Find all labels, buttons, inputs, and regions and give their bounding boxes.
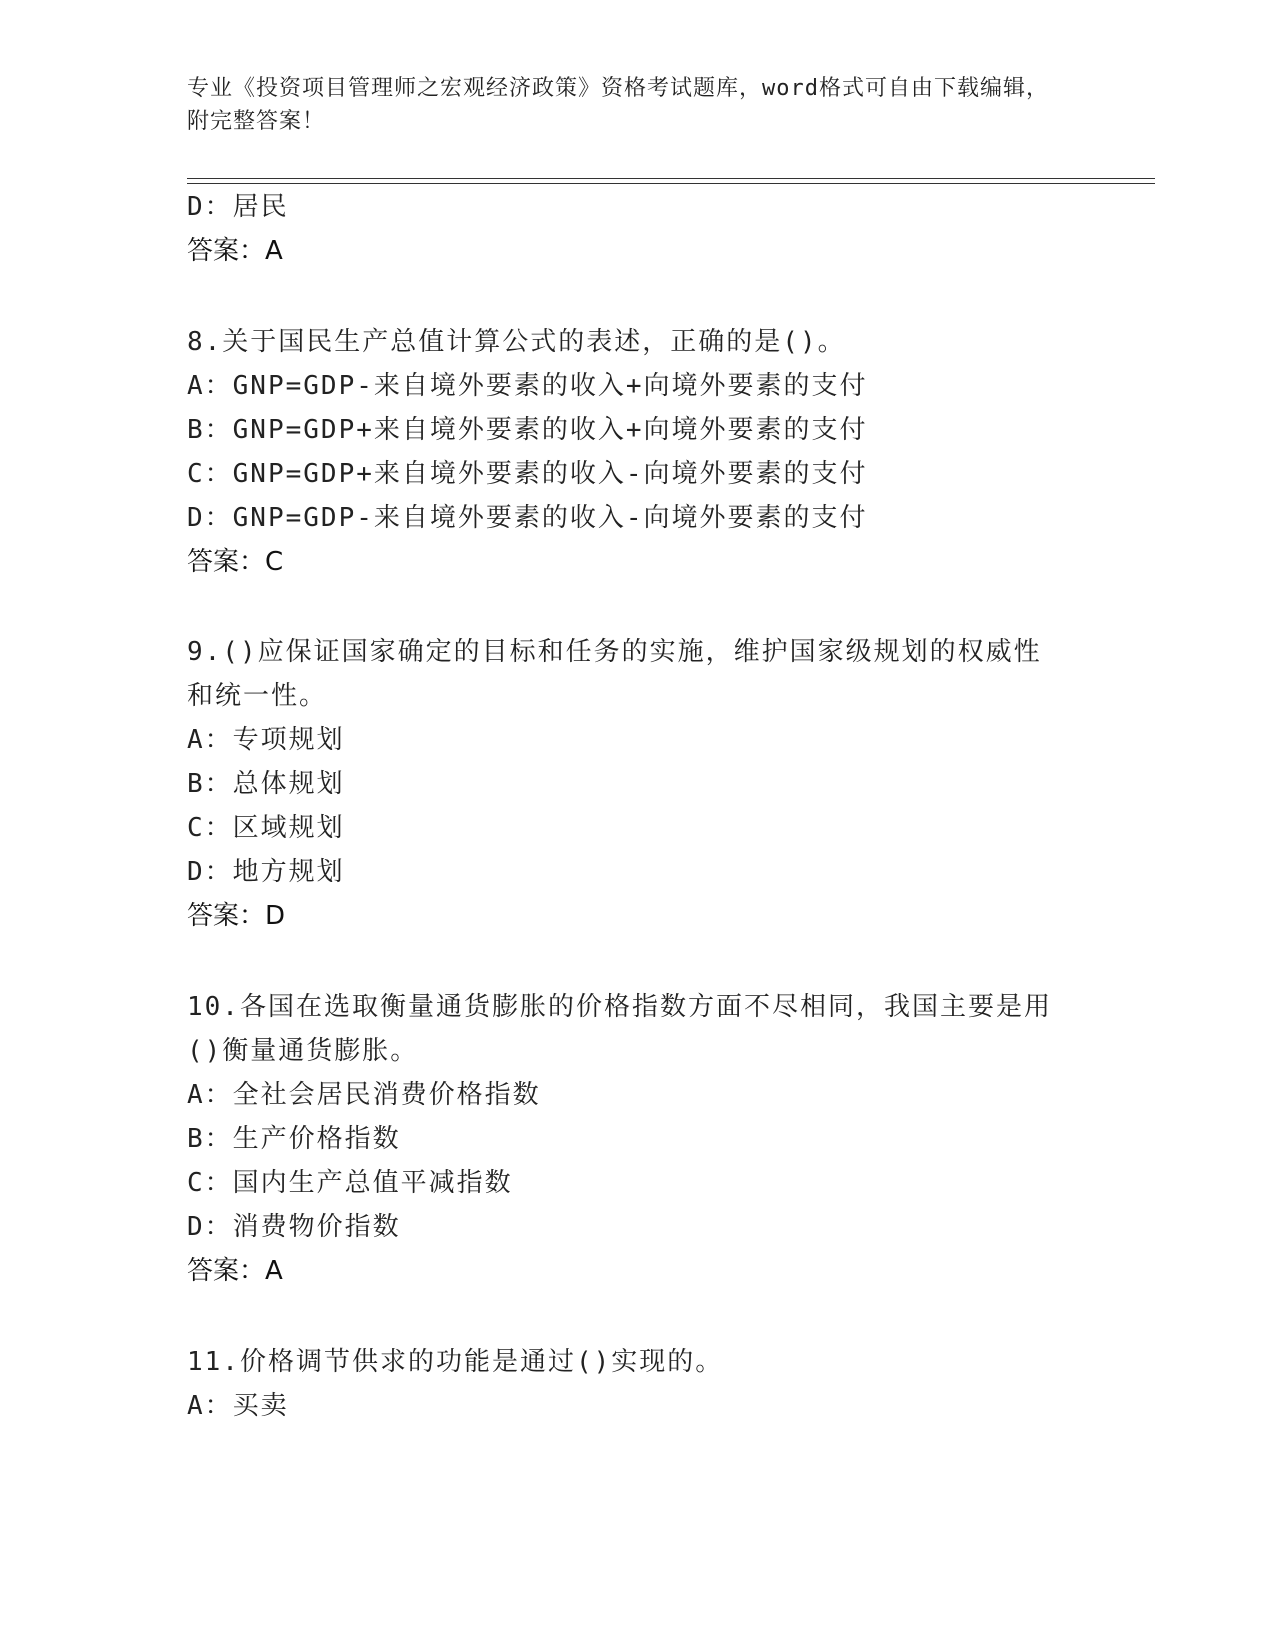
question-line: 10.各国在选取衡量通货膨胀的价格指数方面不尽相同，我国主要是用	[187, 992, 1052, 1022]
option-line: C：GNP=GDP+来自境外要素的收入-向境外要素的支付	[187, 459, 868, 489]
option-line: D：居民	[187, 192, 289, 222]
document-header: 专业《投资项目管理师之宏观经济政策》资格考试题库，word格式可自由下载编辑，附完整答案！	[187, 76, 1049, 134]
question-line: ()衡量通货膨胀。	[187, 1036, 419, 1066]
question-line: 11.价格调节供求的功能是通过()实现的。	[187, 1347, 724, 1377]
option-line: D：消费物价指数	[187, 1212, 401, 1242]
option-line: B：生产价格指数	[187, 1124, 401, 1154]
option-line: C：国内生产总值平减指数	[187, 1168, 513, 1198]
option-line: B：GNP=GDP+来自境外要素的收入+向境外要素的支付	[187, 415, 868, 445]
option-line: A：GNP=GDP-来自境外要素的收入+向境外要素的支付	[187, 371, 868, 401]
answer-line: 答案：D	[187, 901, 286, 931]
option-line: B：总体规划	[187, 769, 345, 799]
option-line: C：区域规划	[187, 813, 345, 843]
option-line: A：专项规划	[187, 725, 345, 755]
option-line: D：地方规划	[187, 857, 345, 887]
header-rule-bottom	[187, 183, 1155, 184]
header-rule-top	[187, 178, 1155, 179]
question-line: 和统一性。	[187, 681, 328, 711]
question-line: 9.()应保证国家确定的目标和任务的实施，维护国家级规划的权威性	[187, 637, 1042, 667]
option-line: A：买卖	[187, 1391, 289, 1421]
answer-line: 答案：A	[187, 236, 283, 266]
question-line: 8.关于国民生产总值计算公式的表述，正确的是()。	[187, 327, 846, 357]
option-line: D：GNP=GDP-来自境外要素的收入-向境外要素的支付	[187, 503, 868, 533]
answer-line: 答案：A	[187, 1256, 283, 1286]
answer-line: 答案：C	[187, 547, 284, 577]
option-line: A：全社会居民消费价格指数	[187, 1080, 541, 1110]
